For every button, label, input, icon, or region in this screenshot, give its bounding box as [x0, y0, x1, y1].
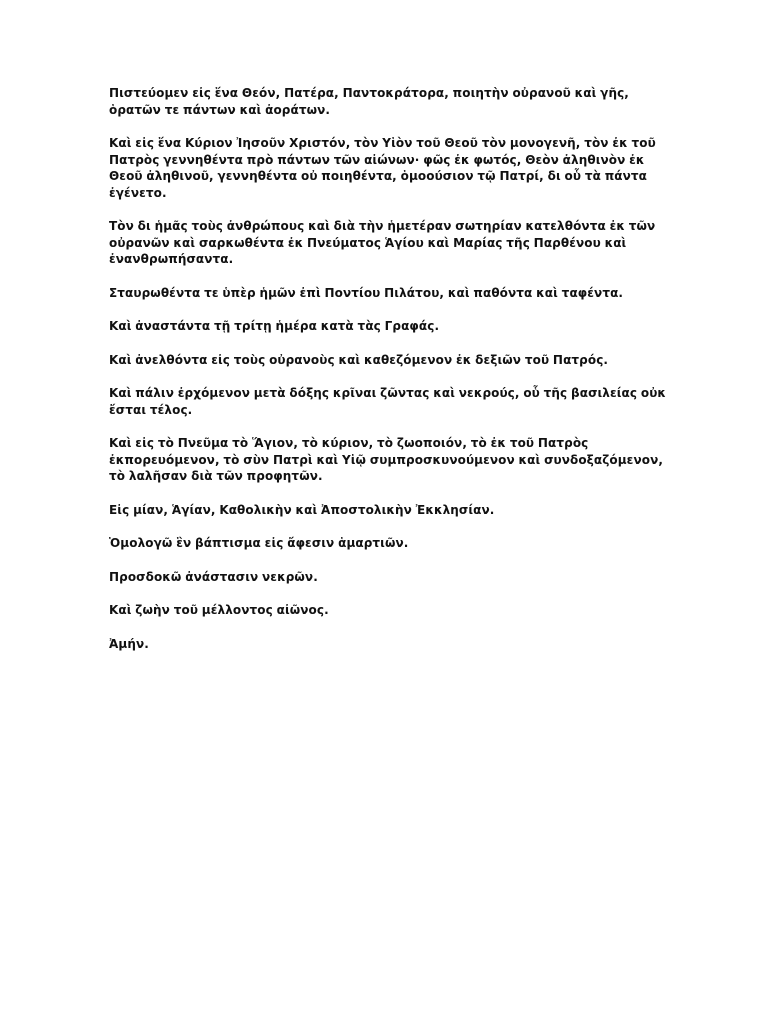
paragraph-13: Ἀμήν. [109, 636, 149, 651]
paragraph-2: Καὶ εἰς ἕνα Κύριον Ἰησοῦν Χριστόν, τὸν Υἱὸν τοῦ Θεοῦ τὸν μονογενῆ, τὸν ἐκ τοῦ Πατρὸς γεννηθέντα πρὸ πάντων τῶν αἰώνων· φῶς ἐκ φωτός, Θεὸν ἀληθινὸν ἐκ Θεοῦ ἀληθινοῦ, γεννηθέντα οὐ ποιηθέντα, ὁμοούσιον τῷ Πατρί, δι οὗ τὰ πάντα ἐγένετο. [109, 136, 656, 200]
paragraph-7: Καὶ πάλιν ἐρχόμενον μετὰ δόξης κρῖναι ζῶντας καὶ νεκρούς, οὗ τῆς βασιλείας οὐκ ἔσται τέλος. [109, 386, 667, 417]
paragraph-12: Καὶ ζωὴν τοῦ μέλλοντος αἰῶνος. [109, 603, 329, 617]
paragraph-11: Προσδοκῶ ἀνάστασιν νεκρῶν. [109, 569, 318, 584]
paragraph-10: Ὁμολογῶ ἓν βάπτισμα εἰς ἄφεσιν ἁμαρτιῶν. [109, 536, 409, 550]
paragraph-9: Εἰς μίαν, Ἁγίαν, Καθολικὴν καὶ Ἀποστολικὴν Ἐκκλησίαν. [109, 502, 495, 517]
paragraph-4: Σταυρωθέντα τε ὑπὲρ ἡμῶν ἐπὶ Ποντίου Πιλάτου, καὶ παθόντα καὶ ταφέντα. [109, 285, 624, 300]
paragraph-1: Πιστεύομεν εἰς ἕνα Θεόν, Πατέρα, Παντοκράτορα, ποιητὴν οὐρανοῦ καὶ γῆς, ὁρατῶν τε πάντων καὶ ἀοράτων. [109, 86, 629, 117]
paragraph-5: Καὶ ἀναστάντα τῇ τρίτῃ ἡμέρα κατὰ τὰς Γραφάς. [109, 319, 440, 333]
document-page [109, 85, 669, 669]
paragraph-6: Καὶ ἀνελθόντα εἰς τοὺς οὐρανοὺς καὶ καθεζόμενον ἐκ δεξιῶν τοῦ Πατρός. [109, 352, 609, 367]
paragraph-3: Τὸν δι ἡμᾶς τοὺς ἀνθρώπους καὶ διὰ τὴν ἡμετέραν σωτηρίαν κατελθόντα ἐκ τῶν οὐρανῶν καὶ σαρκωθέντα ἐκ Πνεύματος Ἁγίου καὶ Μαρίας τῆς Παρθένου καὶ ἐνανθρωπήσαντα. [109, 219, 656, 266]
paragraph-8: Καὶ εἰς τὸ Πνεῦμα τὸ Ἅγιον, τὸ κύριον, τὸ ζωοποιόν, τὸ ἐκ τοῦ Πατρὸς ἐκπορευόμενον, τὸ σὺν Πατρὶ καὶ Υἱῷ συμπροσκυνούμενον καὶ συνδοξαζόμενον, τὸ λαλῆσαν διὰ τῶν προφητῶν. [109, 436, 664, 483]
